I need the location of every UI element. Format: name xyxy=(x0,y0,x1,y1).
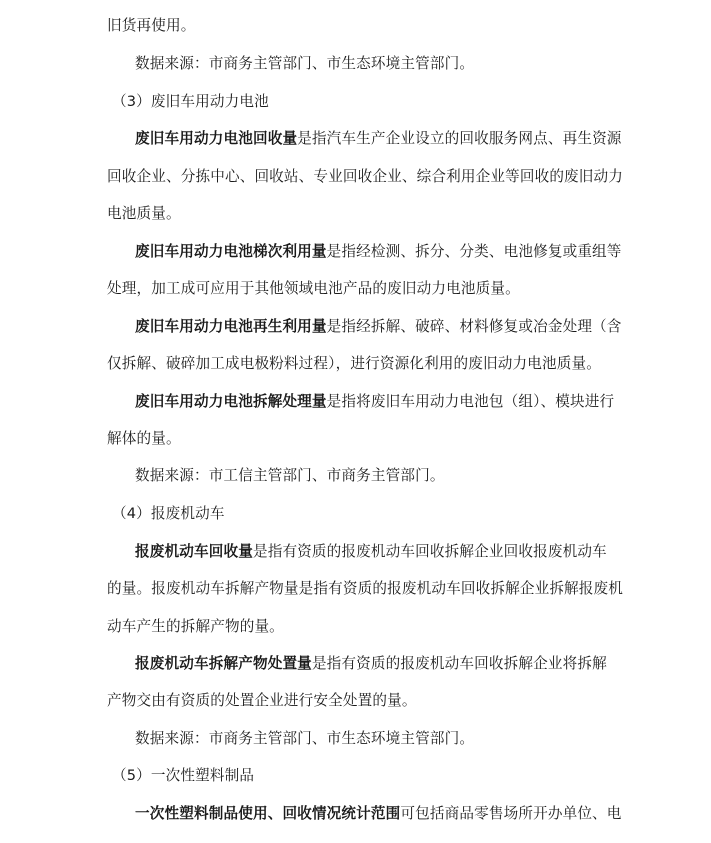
text-segment: 解体的量。 xyxy=(107,430,181,447)
term-label: 废旧车用动力电池再生利用量 xyxy=(135,318,327,335)
paragraph-line xyxy=(107,279,520,299)
paragraph-line xyxy=(107,354,601,374)
term-label: 废旧车用动力电池拆解处理量 xyxy=(135,393,327,410)
paragraph-line xyxy=(107,691,417,711)
term-label: 废旧车用动力电池回收量 xyxy=(135,130,298,147)
term-label: 报废机动车回收量 xyxy=(135,543,253,560)
paragraph-line xyxy=(135,392,614,412)
text-segment: 是指经检测、拆分、分类、电池修复或重组等 xyxy=(326,243,622,260)
data-source-line xyxy=(135,466,445,486)
text-segment: 电池质量。 xyxy=(107,205,181,222)
text-segment: 产物交由有资质的处置企业进行安全处置的量。 xyxy=(107,692,417,709)
text-segment: 是指将废旧车用动力电池包（组）、模块进行 xyxy=(326,393,615,410)
paragraph-line xyxy=(107,204,181,224)
paragraph-line xyxy=(135,654,607,674)
section-title: （4）报废机动车 xyxy=(112,505,225,522)
paragraph-line xyxy=(135,804,622,824)
text-segment: 可包括商品零售场所开办单位、电 xyxy=(400,805,622,822)
text-segment: 回收企业、分拣中心、回收站、专业回收企业、综合利用企业等回收的废旧动力 xyxy=(107,168,624,185)
text-line-1 xyxy=(107,16,195,36)
paragraph-line xyxy=(135,242,622,262)
text-segment: 数据来源：市工信主管部门、市商务主管部门。 xyxy=(135,467,445,484)
paragraph-line xyxy=(107,167,623,187)
section-heading-5 xyxy=(112,766,254,786)
text-segment: 是指有资质的报废机动车回收拆解企业将拆解 xyxy=(311,655,607,672)
text-segment: 处理，加工成可应用于其他领域电池产品的废旧动力电池质量。 xyxy=(107,280,520,297)
text-segment: 是指汽车生产企业设立的回收服务网点、再生资源 xyxy=(297,130,622,147)
section-heading-4 xyxy=(112,504,225,524)
text-segment: 是指有资质的报废机动车回收拆解企业回收报废机动车 xyxy=(252,543,607,560)
section-heading-3 xyxy=(112,92,269,112)
paragraph-line xyxy=(107,579,623,599)
paragraph-line xyxy=(135,542,607,562)
text-segment: 旧货再使用。 xyxy=(107,17,196,34)
text-segment: 数据来源：市商务主管部门、市生态环境主管部门。 xyxy=(135,55,475,72)
term-label: 报废机动车拆解产物处置量 xyxy=(135,655,312,672)
text-segment: 数据来源：市商务主管部门、市生态环境主管部门。 xyxy=(135,730,475,747)
paragraph-line xyxy=(135,317,622,337)
section-title: （5）一次性塑料制品 xyxy=(112,767,255,784)
section-title: （3）废旧车用动力电池 xyxy=(112,93,269,110)
paragraph-line xyxy=(107,617,284,637)
term-label: 废旧车用动力电池梯次利用量 xyxy=(135,243,327,260)
data-source-line xyxy=(135,54,474,74)
text-segment: 仅拆解、破碎加工成电极粉料过程），进行资源化利用的废旧动力电池质量。 xyxy=(107,355,601,372)
text-segment: 是指经拆解、破碎、材料修复或冶金处理（含 xyxy=(326,318,622,335)
term-label: 一次性塑料制品使用、回收情况统计范围 xyxy=(135,805,401,822)
paragraph-line xyxy=(107,429,181,449)
data-source-line xyxy=(135,729,474,749)
text-segment: 动车产生的拆解产物的量。 xyxy=(107,618,284,635)
paragraph-line xyxy=(135,129,622,149)
text-segment: 的量。报废机动车拆解产物量是指有资质的报废机动车回收拆解企业拆解报废机 xyxy=(107,580,624,597)
